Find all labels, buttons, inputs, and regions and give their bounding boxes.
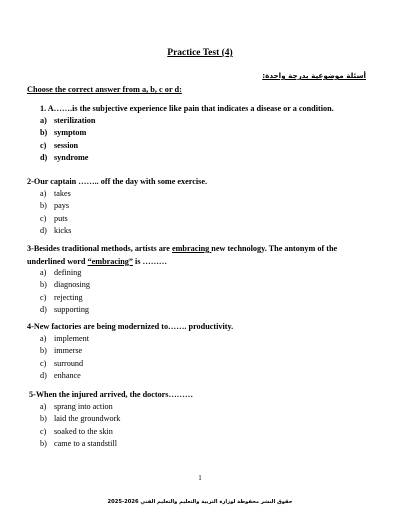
option-d[interactable]: d) syndrome [40, 152, 89, 162]
page-number: 1 [198, 474, 202, 482]
underlined-word-quoted: “embracing” [87, 256, 133, 266]
option-d[interactable]: b) came to a standstill [40, 438, 117, 448]
option-a[interactable]: a) takes [40, 189, 71, 198]
option-b[interactable]: b) pays [40, 201, 70, 211]
question-4 [27, 321, 372, 334]
options-list-4 [40, 333, 89, 382]
question-2 [27, 176, 372, 189]
copyright-footer: حقوق النشر محفوظة لوزارة التربية والتعليم والتعليم الفني 2026-2025 [107, 499, 293, 505]
option-b[interactable]: b) immerse [40, 346, 83, 356]
option-d[interactable]: d) enhance [40, 370, 81, 380]
option-c[interactable]: c) soaked to the skin [40, 426, 113, 436]
options-list-2 [40, 188, 71, 237]
option-c[interactable]: c) rejecting [40, 292, 83, 302]
instructions: Choose the correct answer from a, b, c or d: [27, 85, 182, 94]
question-number: 2- [27, 177, 34, 186]
question-number: 3- [27, 244, 34, 253]
option-c[interactable]: c) puts [40, 213, 68, 223]
question-text: When the injured arrived, the doctors……… [35, 390, 194, 399]
option-c[interactable]: c) session [40, 140, 79, 150]
options-list-1 [40, 115, 95, 164]
option-b[interactable]: b) laid the groundwork [40, 414, 121, 424]
option-d[interactable]: d) kicks [40, 225, 72, 235]
options-list-5 [40, 401, 120, 450]
option-a[interactable]: a) defining [40, 268, 82, 277]
page-title: Practice Test (4) [167, 48, 233, 58]
underlined-word: embracing [171, 244, 212, 253]
arabic-heading: أسئلة موضوعية بدرجة واحدة: [262, 71, 366, 80]
question-text: A…….is the subjective experience like pain that indicates a disease or a condition. [47, 104, 334, 113]
option-c[interactable]: c) surround [40, 358, 84, 368]
option-a[interactable]: a) sterilization [40, 116, 96, 125]
question-5 [29, 389, 374, 402]
option-d[interactable]: d) supporting [40, 304, 90, 314]
question-1 [40, 103, 375, 116]
question-number: 1. [40, 104, 47, 113]
option-a[interactable]: a) implement [40, 334, 90, 343]
question-number: 5- [29, 390, 36, 399]
question-text: New factories are being modernized to……. productivity. [33, 322, 234, 331]
question-3: 3-Besides traditional methods, artists are embracing new technology. The antonym of the underlined word “embracing” is ……… [27, 244, 338, 266]
option-b[interactable]: b) symptom [40, 128, 87, 138]
question-text: Our captain …….. off the day with some exercise. [33, 177, 208, 186]
question-number: 4- [27, 322, 34, 331]
option-a[interactable]: a) sprang into action [40, 402, 113, 411]
option-b[interactable]: b) diagnosing [40, 280, 90, 290]
options-list-3 [40, 267, 90, 316]
